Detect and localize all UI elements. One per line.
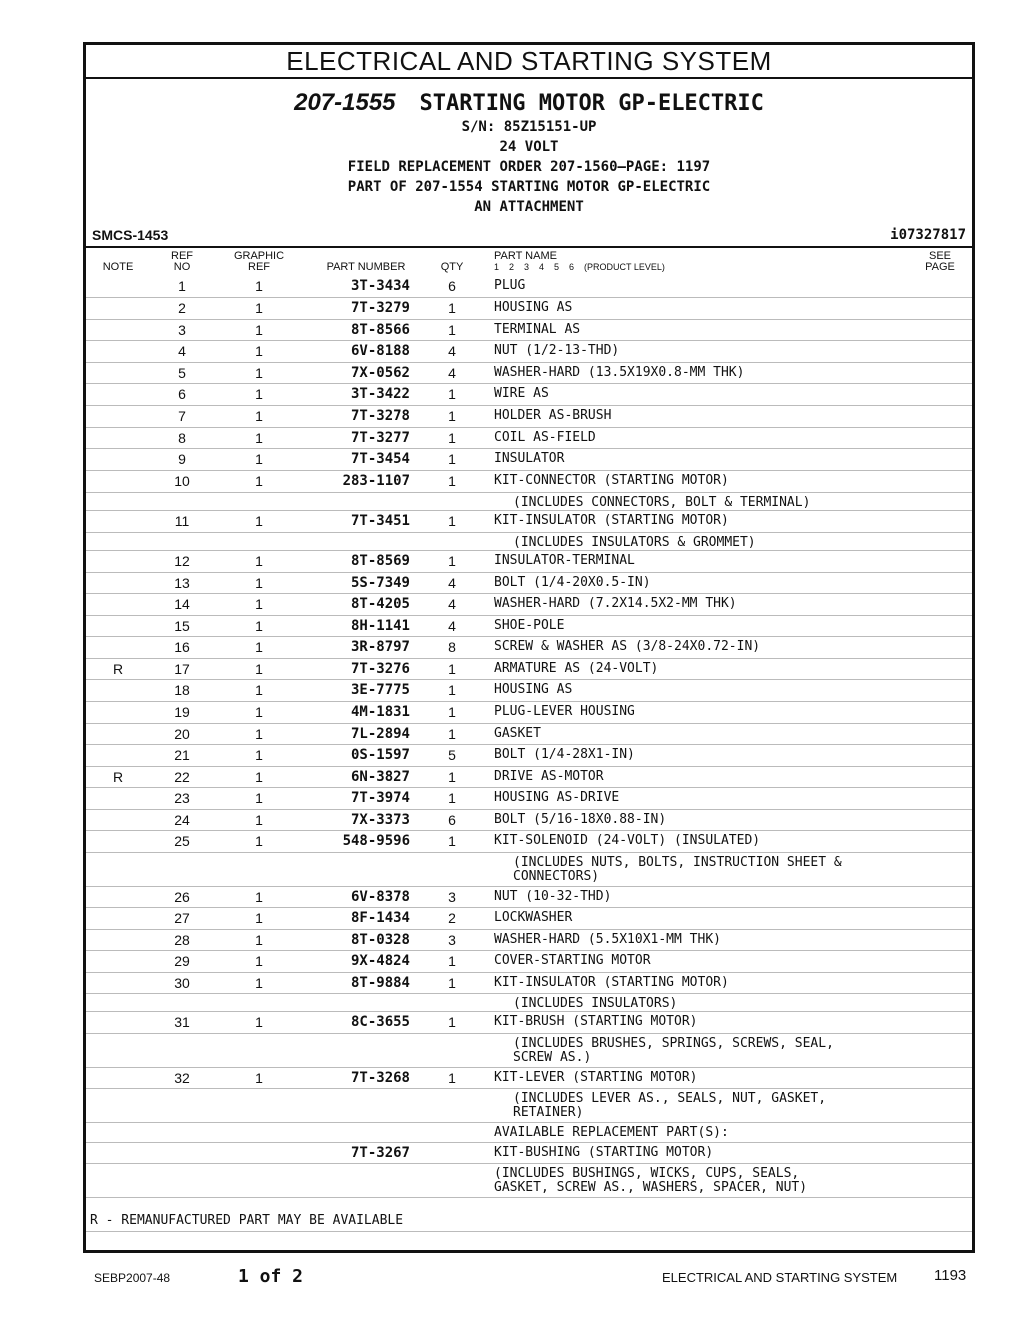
ref-no-cell: 7 xyxy=(178,408,186,424)
qty-cell: 1 xyxy=(448,1070,456,1086)
part-number-cell: 8T-8566 xyxy=(350,322,410,338)
part-name-cell: NUT (1/2-13-THD) xyxy=(494,343,620,358)
part-number-cell: 6V-8378 xyxy=(350,889,410,905)
qty-cell: 1 xyxy=(448,322,456,338)
qty-cell: 1 xyxy=(448,769,456,785)
part-name-cell: ARMATURE AS (24-VOLT) xyxy=(494,661,659,676)
part-name-cell: WASHER-HARD (13.5X19X0.8-MM THK) xyxy=(494,365,745,380)
field-replacement-line: FIELD REPLACEMENT ORDER 207-1560—PAGE: 1197 xyxy=(347,159,711,175)
table-row xyxy=(86,384,972,406)
table-row xyxy=(86,745,972,767)
qty-cell: 1 xyxy=(448,704,456,720)
qty-cell: 1 xyxy=(448,833,456,849)
graphic-ref-cell: 1 xyxy=(255,661,263,677)
part-name-cell: SCREW & WASHER AS (3/8-24X0.72-IN) xyxy=(494,639,761,654)
part-number-cell: 548-9596 xyxy=(342,833,410,849)
graphic-ref-cell: 1 xyxy=(255,473,263,489)
attachment-line: AN ATTACHMENT xyxy=(474,199,584,215)
ref-no-cell: 15 xyxy=(174,618,190,634)
part-name-cell: (INCLUDES BUSHINGS, WICKS, CUPS, SEALS, GASKET, SCREW AS., WASHERS, SPACER, NUT) xyxy=(494,1166,808,1195)
part-number-cell: 8F-1434 xyxy=(350,910,410,926)
note-cell: R xyxy=(112,661,124,677)
graphic-ref-cell: 1 xyxy=(255,278,263,294)
qty-cell: 1 xyxy=(448,1014,456,1030)
graphic-ref-cell: 1 xyxy=(255,769,263,785)
table-row xyxy=(86,449,972,471)
qty-cell: 5 xyxy=(448,747,456,763)
part-number-cell: 4M-1831 xyxy=(350,704,410,720)
ref-no-cell: 23 xyxy=(174,790,190,806)
col-graphic-bottom: REF xyxy=(248,261,270,273)
part-number-cell: 7T-3268 xyxy=(350,1070,410,1086)
table-row xyxy=(86,341,972,363)
part-number-cell: 5S-7349 xyxy=(350,575,410,591)
qty-cell: 1 xyxy=(448,408,456,424)
part-number-cell: 3T-3422 xyxy=(350,386,410,402)
part-name-cell: (INCLUDES INSULATORS) xyxy=(513,996,678,1011)
table-row xyxy=(86,724,972,745)
graphic-ref-cell: 1 xyxy=(255,365,263,381)
table-row xyxy=(86,1068,972,1089)
part-name-cell: KIT-LEVER (STARTING MOTOR) xyxy=(494,1070,698,1085)
ref-no-cell: 32 xyxy=(174,1070,190,1086)
graphic-ref-cell: 1 xyxy=(255,322,263,338)
part-name-cell: LOCKWASHER xyxy=(494,910,573,925)
col-graphic-top: GRAPHIC xyxy=(233,250,285,262)
group-number: 207-1555 xyxy=(294,89,396,116)
part-number-cell: 7T-3454 xyxy=(350,451,410,467)
part-number-cell: 7T-3277 xyxy=(350,430,410,446)
part-name-cell: WASHER-HARD (5.5X10X1-MM THK) xyxy=(494,932,721,947)
graphic-ref-cell: 1 xyxy=(255,386,263,402)
part-name-cell: COVER-STARTING MOTOR xyxy=(494,953,651,968)
part-name-cell: KIT-INSULATOR (STARTING MOTOR) xyxy=(494,975,729,990)
part-name-cell: HOUSING AS xyxy=(494,682,573,697)
table-row xyxy=(86,788,972,810)
part-name-cell: BOLT (5/16-18X0.88-IN) xyxy=(494,812,667,827)
qty-cell: 4 xyxy=(448,618,456,634)
table-row xyxy=(86,320,972,341)
table-row xyxy=(86,1012,972,1034)
table-row xyxy=(86,887,972,908)
voltage-line: 24 VOLT xyxy=(499,139,559,155)
graphic-ref-cell: 1 xyxy=(255,596,263,612)
table-row xyxy=(86,659,972,680)
qty-cell: 4 xyxy=(448,575,456,591)
part-number-cell: 6V-8188 xyxy=(350,343,410,359)
qty-cell: 1 xyxy=(448,682,456,698)
table-row xyxy=(86,471,972,493)
table-row xyxy=(86,573,972,594)
ref-no-cell: 20 xyxy=(174,726,190,742)
qty-cell: 1 xyxy=(448,553,456,569)
table-row xyxy=(86,680,972,702)
remark-row xyxy=(86,1211,972,1232)
ref-no-cell: 2 xyxy=(178,300,186,316)
table-row xyxy=(86,973,972,994)
part-name-cell: HOLDER AS-BRUSH xyxy=(494,408,612,423)
part-name-cell: PLUG-LEVER HOUSING xyxy=(494,704,635,719)
table-row xyxy=(86,1143,972,1164)
col-product-level: 1 2 3 4 5 6 (PRODUCT LEVEL) xyxy=(494,262,665,272)
graphic-ref-cell: 1 xyxy=(255,430,263,446)
qty-cell: 6 xyxy=(448,812,456,828)
part-number-cell: 3T-3434 xyxy=(350,278,410,294)
graphic-ref-cell: 1 xyxy=(255,889,263,905)
group-name: STARTING MOTOR GP-ELECTRIC xyxy=(419,91,764,116)
col-ref-top: REF xyxy=(171,250,193,262)
ref-no-cell: 6 xyxy=(178,386,186,402)
part-number-cell: 7X-0562 xyxy=(350,365,410,381)
graphic-ref-cell: 1 xyxy=(255,553,263,569)
graphic-ref-cell: 1 xyxy=(255,1070,263,1086)
qty-cell: 4 xyxy=(448,365,456,381)
part-number-cell: 0S-1597 xyxy=(350,747,410,763)
part-number-cell: 8C-3655 xyxy=(350,1014,410,1030)
part-name-cell: PLUG xyxy=(494,278,526,293)
ref-no-cell: 30 xyxy=(174,975,190,991)
ref-no-cell: 9 xyxy=(178,451,186,467)
qty-cell: 1 xyxy=(448,300,456,316)
part-name-cell: HOUSING AS xyxy=(494,300,573,315)
qty-cell: 3 xyxy=(448,932,456,948)
part-number-cell: 8T-9884 xyxy=(350,975,410,991)
qty-cell: 1 xyxy=(448,386,456,402)
ref-no-cell: 11 xyxy=(174,513,190,529)
graphic-ref-cell: 1 xyxy=(255,910,263,926)
col-part-number: PART NUMBER xyxy=(326,261,406,273)
graphic-ref-cell: 1 xyxy=(255,704,263,720)
table-row xyxy=(86,767,972,788)
part-name-cell: DRIVE AS-MOTOR xyxy=(494,769,604,784)
graphic-ref-cell: 1 xyxy=(255,513,263,529)
page-of: 1 of 2 xyxy=(238,1266,304,1287)
ref-no-cell: 31 xyxy=(174,1014,190,1030)
table-row xyxy=(86,930,972,951)
part-name-cell: (INCLUDES BRUSHES, SPRINGS, SCREWS, SEAL, SCREW AS.) xyxy=(513,1036,834,1065)
graphic-ref-cell: 1 xyxy=(255,975,263,991)
graphic-ref-cell: 1 xyxy=(255,300,263,316)
qty-cell: 1 xyxy=(448,513,456,529)
col-qty: QTY xyxy=(440,261,464,273)
table-row xyxy=(86,908,972,930)
table-row xyxy=(86,994,972,1012)
qty-cell: 3 xyxy=(448,889,456,905)
part-number-cell: 7T-3279 xyxy=(350,300,410,316)
part-name-cell: NUT (10-32-THD) xyxy=(494,889,612,904)
part-name-cell: KIT-INSULATOR (STARTING MOTOR) xyxy=(494,513,729,528)
table-row xyxy=(86,853,972,887)
ref-no-cell: 16 xyxy=(174,639,190,655)
group-title xyxy=(86,89,972,117)
qty-cell: 1 xyxy=(448,953,456,969)
graphic-ref-cell: 1 xyxy=(255,408,263,424)
graphic-ref-cell: 1 xyxy=(255,812,263,828)
graphic-ref-cell: 1 xyxy=(255,575,263,591)
graphic-ref-cell: 1 xyxy=(255,953,263,969)
graphic-ref-cell: 1 xyxy=(255,932,263,948)
part-number-cell: 8T-0328 xyxy=(350,932,410,948)
ref-no-cell: 10 xyxy=(174,473,190,489)
part-number-cell: 7T-3276 xyxy=(350,661,410,677)
table-row xyxy=(86,616,972,637)
ref-no-cell: 27 xyxy=(174,910,190,926)
part-name-cell: INSULATOR xyxy=(494,451,565,466)
ref-no-cell: 19 xyxy=(174,704,190,720)
graphic-ref-cell: 1 xyxy=(255,833,263,849)
ref-no-cell: 14 xyxy=(174,596,190,612)
table-row xyxy=(86,702,972,724)
part-name-cell: HOUSING AS-DRIVE xyxy=(494,790,620,805)
ref-no-cell: 17 xyxy=(174,661,190,677)
col-see-bottom: PAGE xyxy=(925,261,955,273)
ref-no-cell: 25 xyxy=(174,833,190,849)
part-name-cell: INSULATOR-TERMINAL xyxy=(494,553,635,568)
part-name-cell: KIT-CONNECTOR (STARTING MOTOR) xyxy=(494,473,729,488)
ref-no-cell: 24 xyxy=(174,812,190,828)
table-row xyxy=(86,810,972,831)
part-name-cell: KIT-SOLENOID (24-VOLT) (INSULATED) xyxy=(494,833,761,848)
ref-no-cell: 13 xyxy=(174,575,190,591)
part-number-cell: 7T-3278 xyxy=(350,408,410,424)
part-number-cell: 7L-2894 xyxy=(350,726,410,742)
part-name-cell: (INCLUDES LEVER AS., SEALS, NUT, GASKET, RETAINER) xyxy=(513,1091,827,1120)
graphic-ref-cell: 1 xyxy=(255,726,263,742)
qty-cell: 2 xyxy=(448,910,456,926)
note-cell: R xyxy=(112,769,124,785)
table-row xyxy=(86,363,972,384)
table-row xyxy=(86,831,972,853)
table-row xyxy=(86,594,972,616)
part-name-cell: AVAILABLE REPLACEMENT PART(S): xyxy=(494,1125,729,1140)
ref-no-cell: 5 xyxy=(178,365,186,381)
part-number-cell: 7T-3267 xyxy=(350,1145,410,1161)
remark-text: R - REMANUFACTURED PART MAY BE AVAILABLE xyxy=(90,1213,404,1228)
graphic-ref-cell: 1 xyxy=(255,790,263,806)
qty-cell: 4 xyxy=(448,343,456,359)
ref-no-cell: 3 xyxy=(178,322,186,338)
document-number: SEBP2007-48 xyxy=(94,1271,171,1285)
ref-no-cell: 29 xyxy=(174,953,190,969)
part-name-cell: WASHER-HARD (7.2X14.5X2-MM THK) xyxy=(494,596,737,611)
qty-cell: 1 xyxy=(448,430,456,446)
ref-no-cell: 21 xyxy=(174,747,190,763)
part-number-cell: 8H-1141 xyxy=(350,618,410,634)
table-row xyxy=(86,1034,972,1068)
qty-cell: 6 xyxy=(448,278,456,294)
qty-cell: 4 xyxy=(448,596,456,612)
ref-no-cell: 22 xyxy=(174,769,190,785)
part-name-cell: SHOE-POLE xyxy=(494,618,565,633)
col-note: NOTE xyxy=(102,261,134,273)
col-part-name: PART NAME xyxy=(494,250,557,262)
section-title: ELECTRICAL AND STARTING SYSTEM xyxy=(86,45,972,79)
table-row xyxy=(86,551,972,573)
table-row xyxy=(86,276,972,298)
ref-no-cell: 12 xyxy=(174,553,190,569)
table-row xyxy=(86,1164,972,1198)
table-row xyxy=(86,511,972,533)
graphic-ref-cell: 1 xyxy=(255,618,263,634)
part-number-cell: 3E-7775 xyxy=(350,682,410,698)
footer-section: ELECTRICAL AND STARTING SYSTEM xyxy=(662,1270,898,1285)
ref-no-cell: 28 xyxy=(174,932,190,948)
part-number-cell: 7T-3974 xyxy=(350,790,410,806)
ref-no-cell: 4 xyxy=(178,343,186,359)
graphic-ref-cell: 1 xyxy=(255,1014,263,1030)
part-number-cell: 283-1107 xyxy=(342,473,410,489)
part-name-cell: (INCLUDES CONNECTORS, BOLT & TERMINAL) xyxy=(513,495,811,510)
ref-no-cell: 18 xyxy=(174,682,190,698)
smcs-code: SMCS-1453 xyxy=(92,227,169,243)
ref-no-cell: 8 xyxy=(178,430,186,446)
table-row xyxy=(86,951,972,973)
col-see-top: SEE xyxy=(928,250,951,262)
part-number-cell: 9X-4824 xyxy=(350,953,410,969)
part-name-cell: (INCLUDES INSULATORS & GROMMET) xyxy=(513,535,756,550)
table-row xyxy=(86,637,972,659)
part-name-cell: KIT-BRUSH (STARTING MOTOR) xyxy=(494,1014,698,1029)
header-rule xyxy=(86,246,972,248)
qty-cell: 1 xyxy=(448,473,456,489)
part-name-cell: BOLT (1/4-20X0.5-IN) xyxy=(494,575,651,590)
part-number-cell: 3R-8797 xyxy=(350,639,410,655)
part-number-cell: 8T-8569 xyxy=(350,553,410,569)
illustration-id: i07327817 xyxy=(890,227,966,243)
graphic-ref-cell: 1 xyxy=(255,343,263,359)
qty-cell: 8 xyxy=(448,639,456,655)
serial-line: S/N: 85Z15151-UP xyxy=(461,119,597,135)
table-row xyxy=(86,533,972,551)
qty-cell: 1 xyxy=(448,790,456,806)
parts-page-frame xyxy=(83,42,975,1253)
qty-cell: 1 xyxy=(448,726,456,742)
graphic-ref-cell: 1 xyxy=(255,639,263,655)
qty-cell: 1 xyxy=(448,661,456,677)
table-row xyxy=(86,493,972,511)
part-of-line: PART OF 207-1554 STARTING MOTOR GP-ELECTRIC xyxy=(347,179,711,195)
table-row xyxy=(86,1089,972,1123)
part-number-cell: 7X-3373 xyxy=(350,812,410,828)
part-name-cell: BOLT (1/4-28X1-IN) xyxy=(494,747,635,762)
part-name-cell: WIRE AS xyxy=(494,386,549,401)
part-number-cell: 8T-4205 xyxy=(350,596,410,612)
ref-no-cell: 26 xyxy=(174,889,190,905)
part-number-cell: 6N-3827 xyxy=(350,769,410,785)
part-name-cell: COIL AS-FIELD xyxy=(494,430,596,445)
part-name-cell: TERMINAL AS xyxy=(494,322,581,337)
part-name-cell: GASKET xyxy=(494,726,541,741)
ref-no-cell: 1 xyxy=(178,278,186,294)
part-name-cell: KIT-BUSHING (STARTING MOTOR) xyxy=(494,1145,714,1160)
qty-cell: 1 xyxy=(448,975,456,991)
col-ref-bottom: NO xyxy=(173,261,191,273)
table-row xyxy=(86,428,972,449)
page-number: 1193 xyxy=(934,1267,967,1284)
part-number-cell: 7T-3451 xyxy=(350,513,410,529)
graphic-ref-cell: 1 xyxy=(255,747,263,763)
graphic-ref-cell: 1 xyxy=(255,682,263,698)
table-row xyxy=(86,406,972,428)
table-row xyxy=(86,298,972,320)
qty-cell: 1 xyxy=(448,451,456,467)
graphic-ref-cell: 1 xyxy=(255,451,263,467)
part-name-cell: (INCLUDES NUTS, BOLTS, INSTRUCTION SHEET & CONNECTORS) xyxy=(513,855,842,884)
table-row xyxy=(86,1123,972,1143)
